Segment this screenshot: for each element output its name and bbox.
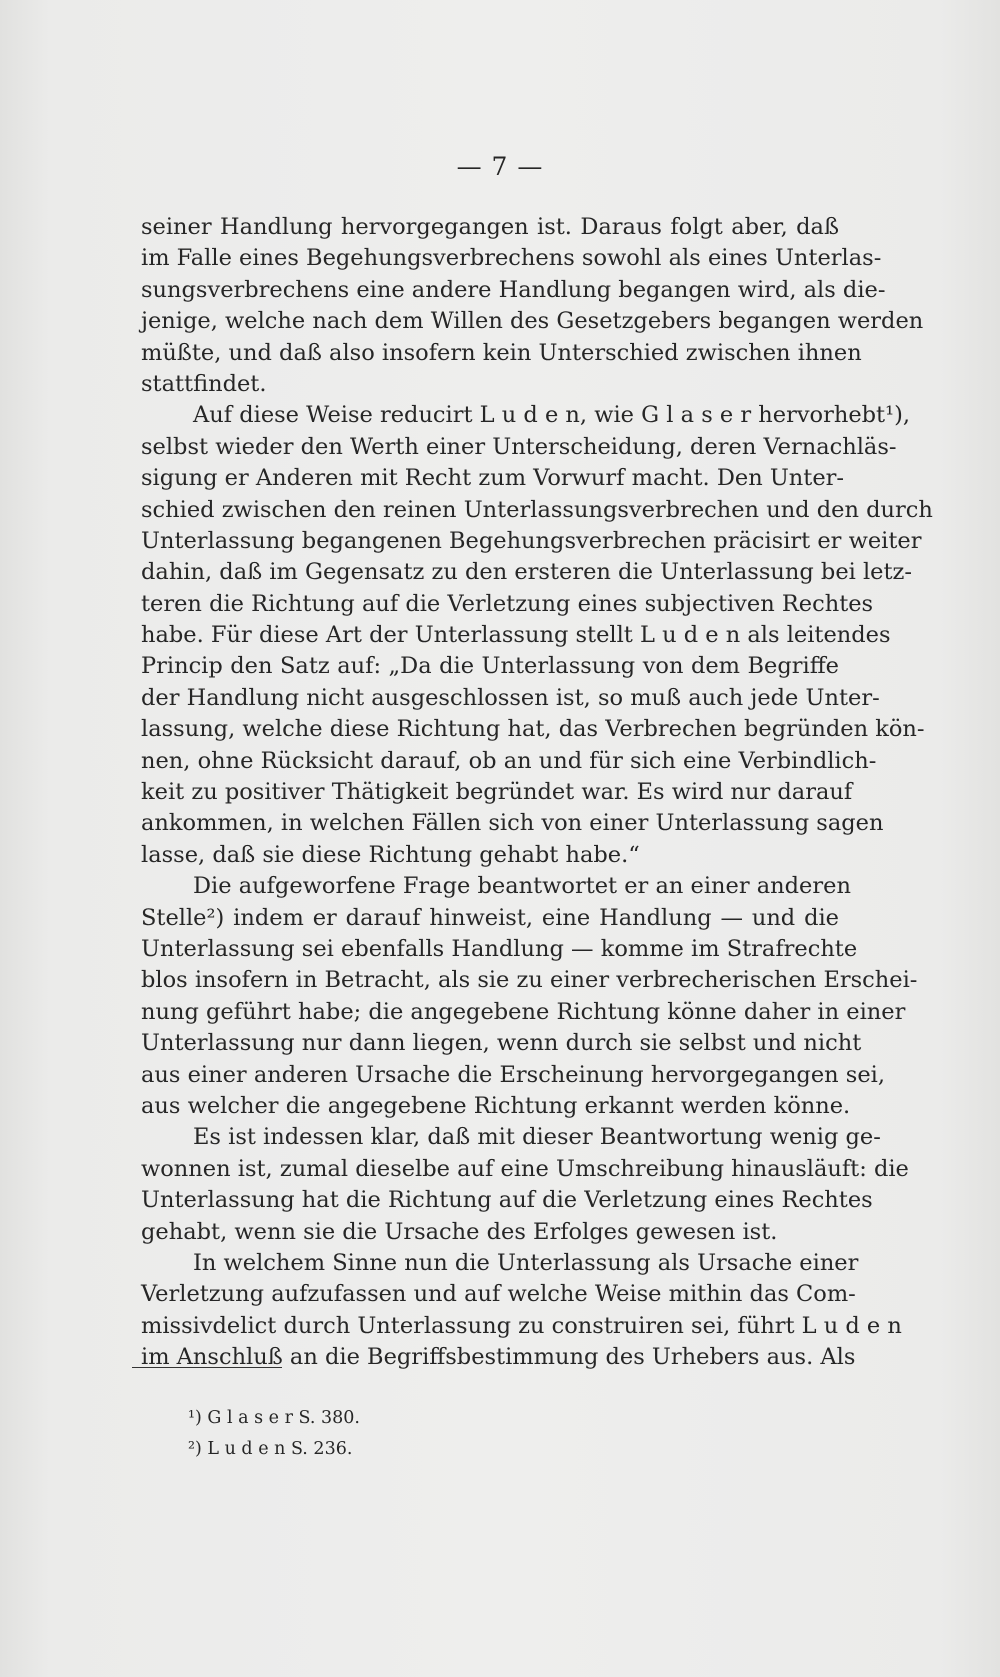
text-line: lasse, daß sie diese Richtung gehabt habe.“	[141, 841, 640, 868]
text-line: Stelle²) indem er darauf hinweist, eine Handlung — und die	[141, 904, 839, 931]
text-line: lassung, welche diese Richtung hat, das Verbrechen begründen kön-	[141, 716, 925, 743]
text-line: gehabt, wenn sie die Ursache des Erfolges gewesen ist.	[141, 1218, 778, 1245]
body-text	[141, 212, 933, 1373]
text-line: sigung er Anderen mit Recht zum Vorwurf macht. Den Unter-	[141, 465, 845, 492]
footnote: ¹) G l a s e r S. 380.	[188, 1408, 360, 1428]
page-number: — 7 —	[456, 152, 544, 181]
text-line: selbst wieder den Werth einer Unterscheidung, deren Vernachläs-	[141, 433, 897, 460]
text-line: Verletzung aufzufassen und auf welche Weise mithin das Com-	[141, 1281, 856, 1308]
text-line: der Handlung nicht ausgeschlossen ist, so muß auch jede Unter-	[141, 684, 880, 711]
text-line: jenige, welche nach dem Willen des Gesetzgebers begangen werden	[141, 308, 924, 335]
footnote-rule	[132, 1367, 282, 1368]
text-line: Unterlassung hat die Richtung auf die Verletzung eines Rechtes	[141, 1187, 873, 1214]
text-line: nen, ohne Rücksicht darauf, ob an und für sich eine Verbindlich-	[141, 747, 877, 774]
text-line: dahin, daß im Gegensatz zu den ersteren die Unterlassung bei letz-	[141, 559, 912, 586]
text-line: Unterlassung begangenen Begehungsverbrechen präcisirt er weiter	[141, 527, 922, 554]
text-line: Unterlassung sei ebenfalls Handlung — komme im Strafrechte	[141, 935, 858, 962]
text-line: In welchem Sinne nun die Unterlassung als Ursache einer	[193, 1249, 859, 1276]
text-line: wonnen ist, zumal dieselbe auf eine Umschreibung hinausläuft: die	[141, 1155, 909, 1182]
text-line: seiner Handlung hervorgegangen ist. Daraus folgt aber, daß	[141, 214, 839, 240]
text-line: stattfindet.	[141, 370, 267, 397]
text-line: keit zu positiver Thätigkeit begründet war. Es wird nur darauf	[141, 779, 853, 806]
text-line: müßte, und daß also insofern kein Unterschied zwischen ihnen	[141, 339, 862, 366]
text-line: Auf diese Weise reducirt L u d e n, wie G l a s e r hervorhebt¹),	[193, 402, 911, 429]
text-line: Die aufgeworfene Frage beantwortet er an einer anderen	[193, 873, 851, 900]
text-line: Princip den Satz auf: „Da die Unterlassung von dem Begriffe	[141, 653, 839, 680]
text-line: missivdelict durch Unterlassung zu construiren sei, führt L u d e n	[141, 1312, 902, 1339]
text-line: nung geführt habe; die angegebene Richtung könne daher in einer	[141, 998, 906, 1025]
text-line: sungsverbrechens eine andere Handlung begangen wird, als die-	[141, 276, 886, 303]
text-line: im Falle eines Begehungsverbrechens sowohl als eines Unterlas-	[141, 245, 882, 272]
text-line: teren die Richtung auf die Verletzung eines subjectiven Rechtes	[141, 590, 874, 617]
text-line: aus welcher die angegebene Richtung erkannt werden könne.	[141, 1092, 851, 1119]
text-line: ankommen, in welchen Fällen sich von einer Unterlassung sagen	[141, 810, 884, 837]
footnotes	[188, 1403, 360, 1465]
text-line: schied zwischen den reinen Unterlassungsverbrechen und den durch	[141, 496, 933, 523]
text-line: blos insofern in Betracht, als sie zu einer verbrecherischen Erschei-	[141, 967, 918, 994]
text-line: aus einer anderen Ursache die Erscheinung hervorgegangen sei,	[141, 1061, 886, 1088]
text-line: im Anschluß an die Begriffsbestimmung des Urhebers aus. Als	[141, 1344, 856, 1371]
text-line: Unterlassung nur dann liegen, wenn durch sie selbst und nicht	[141, 1030, 862, 1057]
text-line: habe. Für diese Art der Unterlassung stellt L u d e n als leitendes	[141, 622, 891, 649]
footnote: ²) L u d e n S. 236.	[188, 1439, 353, 1459]
text-line: Es ist indessen klar, daß mit dieser Beantwortung wenig ge-	[193, 1124, 881, 1151]
